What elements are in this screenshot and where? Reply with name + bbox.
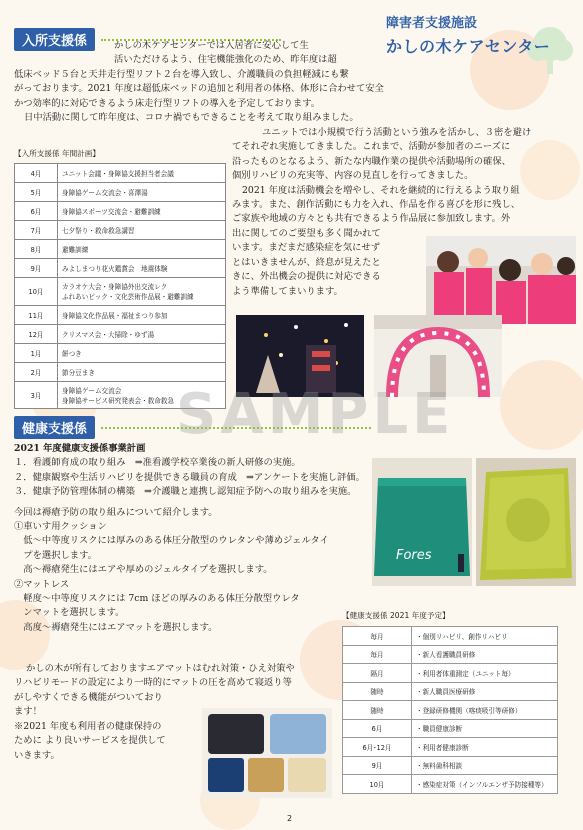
- table-row: [15, 343, 226, 362]
- event-cell: ・新人職員医療研修: [412, 682, 558, 701]
- month-cell: 9月: [343, 756, 412, 775]
- text-line: 低～中等度リスクには厚みのある体圧分散型のウレタンや薄めジェルタイ: [14, 535, 329, 547]
- text-line: 低床ベッド５台と天井走行型リフト２台を導入致し、介護職員の負担軽減にも繋: [14, 69, 349, 80]
- text-line: ンマットを選択します。: [14, 607, 125, 619]
- text-line: かつ効率的に対応できるよう床走行型リフトの導入を予定しております。: [14, 97, 321, 109]
- text-line: 高～褥瘡発生にはエアや厚めのジェルタイプを選択します。: [14, 564, 273, 576]
- text-line: ご家族や地域の方々とも共有できるよう作品展に参加致します。外: [232, 213, 511, 225]
- health-plan-text: [14, 442, 374, 635]
- table-row: [343, 719, 558, 738]
- text-line: ①車いす用クッション: [14, 521, 107, 533]
- text-line: ために より良いサービスを提供して: [14, 735, 166, 747]
- text-line: いきます。: [14, 749, 60, 761]
- table-row: [343, 645, 558, 664]
- residential-activities: [232, 126, 577, 227]
- text-line: がっております。2021 年度は超低床ベッドの追加と利用者の体格、体形に合わせて安全: [14, 83, 384, 95]
- table-row: [15, 305, 226, 324]
- text-line: 今回は褥瘡予防の取り組みについて紹介します。: [14, 506, 218, 518]
- residential-intro: [14, 39, 386, 68]
- event-cell: ・利用者健康診断: [412, 738, 558, 757]
- event-cell: みよしまつり花火鑑賞会 地震体験: [58, 259, 226, 278]
- event-cell: 身障協ゲーム交流会・喜澤湯: [58, 183, 226, 202]
- text-line: 沿ったものとなるよう、新たな内職作業の提供や活動場所の確保、: [232, 155, 511, 167]
- table-row: [343, 756, 558, 775]
- health-plan-table: [342, 626, 558, 794]
- section-title: 入所支援係: [14, 28, 95, 51]
- text-line: とはいきませんが、終息が見えたと: [232, 256, 381, 268]
- event-cell: 身障協ゲーム交流会 身障協サービス研究発表会・救命救急: [58, 381, 226, 409]
- month-cell: 10月: [15, 278, 58, 306]
- section-heading-health: [14, 416, 371, 439]
- event-cell: ・利用者体重測定（ユニット毎）: [412, 664, 558, 683]
- table-row: [343, 738, 558, 757]
- event-cell: 七夕祭り・救命救急講習: [58, 221, 226, 240]
- text-line: 2021 年度は活動機会を増やし、それを継続的に行えるよう取り組: [242, 184, 520, 196]
- text-line: よう準備してまいります。: [232, 285, 343, 297]
- table-row: [15, 259, 226, 278]
- text-line: かしの木が所有しておりますエアマットはむれ対策・ひえ対策や: [26, 663, 295, 674]
- month-cell: 6月･12月: [343, 738, 412, 757]
- month-cell: 12月: [15, 324, 58, 343]
- health-plan-caption: 【健康支援係 2021 年度予定】: [342, 611, 450, 620]
- table-row: [343, 682, 558, 701]
- month-cell: 3月: [15, 381, 58, 409]
- event-cell: ・無料歯科相談: [412, 756, 558, 775]
- text-line: リハビリモードの設定により一時的にマットの圧を高めて寝返り等: [14, 677, 292, 689]
- text-line: かしの木ケアセンターでは入居者に安心して生: [114, 40, 309, 51]
- sample-watermark: SAMPLE: [176, 382, 455, 447]
- table-row: [15, 278, 226, 306]
- header-subtitle: 障害者支援施設: [386, 16, 478, 31]
- text-line: ②マットレス: [14, 578, 70, 590]
- month-cell: 4月: [15, 164, 58, 183]
- month-cell: 2月: [15, 362, 58, 381]
- text-line: がしやすくできる機能がついており: [14, 692, 163, 703]
- residents-photo: [426, 236, 576, 324]
- table-row: [15, 324, 226, 343]
- mattress-photo-fores: [372, 458, 472, 586]
- text-line: てそれぞれ実施してきました。これまで、活動が参加者のニーズに: [232, 141, 511, 153]
- text-line: 活いただけるよう、住宅機能強化のため、昨年度は超: [114, 54, 337, 66]
- text-line: ※2021 年度も利用者の健康保持の: [14, 720, 162, 732]
- table-row: [343, 664, 558, 683]
- event-cell: 身障協文化作品展・福祉まつり参加: [58, 305, 226, 324]
- event-cell: ユニット会議・身障協支援担当者会議: [58, 164, 226, 183]
- month-cell: 8月: [15, 240, 58, 259]
- header-title: かしの木ケアセンター: [386, 37, 551, 56]
- text-line: います。まだまだ感染症を気にせず: [232, 242, 381, 254]
- event-cell: ・職員健康診断: [412, 719, 558, 738]
- table-row: [343, 627, 558, 646]
- month-cell: 随時: [343, 682, 412, 701]
- page-number: 2: [287, 814, 293, 823]
- air-mat-text: [14, 662, 344, 691]
- event-cell: クリスマス会・大掃除・ゆず湯: [58, 324, 226, 343]
- event-cell: カラオケ大会・身障協外出交流レク ふれあいピック・文化芸術作品展・避難訓練: [58, 278, 226, 306]
- table-row: [343, 775, 558, 794]
- event-cell: ・感染症対策（インフルエンザ予防接種等）: [412, 775, 558, 794]
- month-cell: 9月: [15, 259, 58, 278]
- cushions-photo: [202, 708, 332, 798]
- mattress-brand: Fores: [396, 548, 432, 563]
- section-title: 健康支援係: [14, 416, 95, 439]
- text-line: きに、外出機会の提供に対応できる: [232, 271, 381, 283]
- text-line: ２．健康観察や生活リハビリを提供できる職員の育成 ⇒アンケートを実施し評価。: [14, 471, 365, 483]
- text-line: １．看護師育成の取り組み ⇒准看護学校卒業後の新人研修の実施。: [14, 457, 301, 469]
- event-cell: 身障協スポーツ交流会・避難訓練: [58, 202, 226, 221]
- table-row: [343, 701, 558, 720]
- header: [386, 10, 576, 70]
- table-row: [15, 240, 226, 259]
- month-cell: 7月: [15, 221, 58, 240]
- text-line: 高度～褥瘡発生にはエアマットを選択します。: [14, 621, 218, 633]
- text-line: 軽度～中等度リスクには 7cm ほどの厚みのある体圧分散型ウレタ: [14, 593, 300, 605]
- text-line: 出に関してのご要望も多く聞かれて: [232, 228, 381, 239]
- residential-plan-table: [14, 163, 226, 409]
- month-cell: 隔月: [343, 664, 412, 683]
- event-cell: 避難訓練: [58, 240, 226, 259]
- mattress-photo-green: [476, 458, 576, 586]
- event-cell: ・登録研修機関（喀痰吸引等研修）: [412, 701, 558, 720]
- month-cell: 随時: [343, 701, 412, 720]
- month-cell: 6月: [15, 202, 58, 221]
- text-line: ます！: [14, 706, 42, 718]
- month-cell: 6月: [343, 719, 412, 738]
- event-cell: ・新人看護職員研修: [412, 645, 558, 664]
- table-row: [15, 202, 226, 221]
- text-line: プを選択します。: [14, 549, 97, 561]
- residential-plan-caption: 【入所支援係 年間計画】: [14, 149, 100, 158]
- residential-intro-cont: [14, 68, 574, 126]
- event-cell: 節分豆まき: [58, 362, 226, 381]
- table-row: [15, 221, 226, 240]
- event-cell: ・個別リハビリ、創作リハビリ: [412, 627, 558, 646]
- text-line: 個別リハビリの充実等、内容の見直しを行ってきました。: [232, 170, 474, 182]
- text-line: ユニットでは小規模で行う活動という強みを活かし、３密を避け: [262, 127, 532, 138]
- residential-activities-cont: [232, 227, 422, 299]
- text-line: ３．健康予防管理体制の構築 ⇒介護職と連携し認知症予防への取り組みを実施。: [14, 486, 357, 498]
- month-cell: 1月: [15, 343, 58, 362]
- air-mat-text-cont: [14, 691, 194, 763]
- event-cell: 餅つき: [58, 343, 226, 362]
- month-cell: 5月: [15, 183, 58, 202]
- table-row: [15, 362, 226, 381]
- text-line: 日中活動に関して昨年度は、コロナ禍でもできることを考えて取り組みました。: [24, 112, 359, 124]
- month-cell: 11月: [15, 305, 58, 324]
- month-cell: 10月: [343, 775, 412, 794]
- text-line: みます。また、創作活動にも力を入れ、作品を作る喜びを形に残し、: [232, 199, 521, 211]
- month-cell: 毎月: [343, 645, 412, 664]
- divider: [101, 427, 371, 429]
- text-line: 2021 年度健康支援係事業計画: [14, 443, 146, 454]
- month-cell: 毎月: [343, 627, 412, 646]
- table-row: [15, 183, 226, 202]
- table-row: [15, 164, 226, 183]
